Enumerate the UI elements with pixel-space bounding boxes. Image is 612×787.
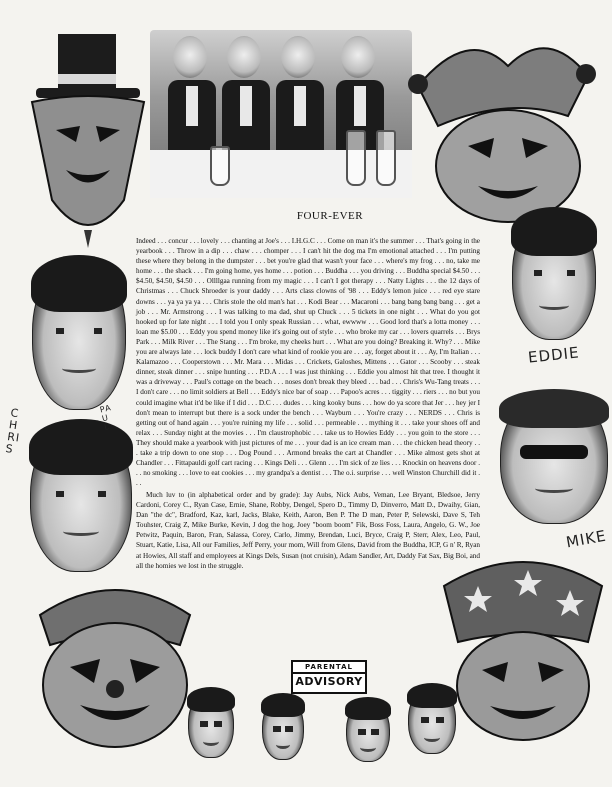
portrait-face — [30, 422, 132, 572]
portrait-face — [500, 392, 608, 524]
glass-icon — [376, 130, 396, 186]
advisory-top-text: PARENTAL — [293, 662, 365, 674]
group-photo — [150, 30, 412, 198]
dinner-table — [150, 150, 412, 198]
clown-top-hat-icon — [28, 30, 148, 250]
star-hat-clown-icon — [438, 546, 608, 746]
thanks-text: Much luv to (in alphabetical order and by grade): Jay Aubs, Nick Aubs, Veman, Lee Bryant, Bledsoe, Jerry Cardoni, Corey C., Ryan Case, Ernie, Shane, Robby, Dengel, Spero D., Timmy D, Dinverro, Matt D., Dwaihy, Gian, Dan "the dc", Bradford, Kaz, karl, Jacks, Blake, Keith, Aaron, Ben P. The D man, Peter P, Selewski, Dave S, Teh Touhster, Craig Z, Mike Burke, Kevin, J dog the hog, Joey "boom boom" Fik, Boss Foss, Laura, Angelo, G. W., Joe Petwitz, Paquin, Baron, Fran, Salassa, Corey, Carlo, Jimmy, Brendan, Luci, Bryce, Craig P, Sterr, Alex, Leo, Paul, Stuart, Katie, Lisa, All our Families, Jeff Perry, your mom, Will from Glens, David from the Buddha, ICP, G n' R, Ryan at Howies, All staff and employees at Kings Dels, Susan (not cruisin), Adam Sandler, Art, Daddy Fat Sax, Big Boi, and all the homies we lost in the struggle. — [136, 491, 480, 570]
jester-clown-icon — [398, 26, 598, 226]
portrait-face — [32, 258, 126, 410]
glass-icon — [210, 146, 230, 186]
person-figure — [276, 36, 320, 156]
caption-paul: PAUL — [98, 402, 113, 433]
portrait-face — [262, 696, 304, 760]
caption-eddie: EDDIE — [527, 343, 581, 367]
memories-text: Indeed . . . concur . . . lovely . . . chanting at Joe's . . . I.H.G.C . . . Come on man it's the summer . . . That's going in the yearbook . . . Throw in a dip . . . chaw . . . chomper . . . I can't hit the dog ma I'm emotional attached . . . I'm putting these where they belong in the dumpster . . . bet you're glad that wasn't your face . . . where's my frog . . . no, take me home . . . the shack . . . I'm going home, yes home . . . potion . . . Buddha . . . you driving . . . Buddha special $4.50 . . . $4.50, $4.50, $4.50 . . . Ollllgaa running from my magic . . . I can't I got therapy . . . Natty Lights . . . the 12 days of Christmas . . . Chuck Shroeder is your daddy . . . Arts class clowns of '98 . . . Eddy's lemon juice . . . red eye stare downs . . . ya ya ya ya . . . Chris stole the old man's hat . . . Kodi Bear . . . Macaroni . . . bang bang bang bang . . . get a job . . . Mr. Armstrong . . . I was talking to ma dad, shut up Chuck . . . 5 tickets in one night . . . What do you got hooked up for late night . . . I told you I only speak Russian . . . what, ewwww . . . Good lord that's a lotta money . . . loan me $5.00 . . . Eddy you spend money like it's going out of style . . . who broke my car . . . lovers quarrels . . . Brys Park . . . Milk River . . . The Stang . . . I'm broke, my cheeks hurt . . . What are you doing? Breaking it. Why? . . . Mike you are always late . . . lock buddy I don't care what kind of rookie you are . . . ay, forget about it . . . Ay, I'm Italian . . . Kalamazoo . . . Cooperstown . . . Mr. Mara . . . Midas . . . Crickets, Galoshes, Mittens . . . Gator . . . Scooby . . . steak dinner, steak dinner . . . snipe hunting . . . P.D.A . . . I was just thinking . . . Eddie you almost hit that tree. I thought it was a driveway . . . Paul's cottage on the beach . . . noses don't break they bleed . . . bad . . . Chris's Wu-Tang treats . . . I don't care . . . no limit soldiers at Bell . . . Eddy's nice bar of soap . . . Papoo's acres . . . tiggity . . . riers . . . no but you could imagine what it'd be like if I did . . . D.C . . . dudes . . . king kooky buns . . . how do ya score that Jer . . . hey jer I don't mean to interrupt but there is a sock under the bench . . . Wayburn . . . You're crazy . . . NERDS . . . Chris is getting out of hand again . . . you're ruining my life . . . solid . . . permeable . . . mything it . . . take your shoes off and relax . . . Sunday night at the movies . . . I'm claustrophobic . . . take us to Howies Eddy . . . you goin to the store . . . They should make a yearbook with just pictures of me . . . your dad is an ice cream man . . . the chicken head theory . . . take a trip down to one stop . . . Dog Pound . . . Armond breaks the cart at Chandler . . . Mike almost gets shot at Chandler . . . Fittapauldi golf cart racing . . . Kings Deli . . . Glenn . . . I'm sick of ze lies . . . Knockin on heavens door . . . no smoking . . . love to eat cookies . . . my grandpa's a dentist . . . The o.i. surprise . . . well Winston Churchill did it . . . — [136, 237, 480, 488]
portrait-face — [346, 700, 390, 762]
portrait-face — [512, 210, 596, 340]
person-figure — [168, 36, 212, 156]
glass-icon — [346, 130, 366, 186]
portrait-face — [408, 686, 456, 754]
caption-chris: CHRIS — [4, 406, 21, 456]
caption-mike: MIKE — [564, 526, 608, 552]
page-title: FOUR-EVER — [296, 210, 364, 222]
portrait-face — [188, 690, 234, 758]
parental-advisory-label — [291, 660, 367, 694]
clown-face-icon — [30, 575, 200, 755]
advisory-bottom-text: ADVISORY — [295, 675, 363, 688]
person-figure — [222, 36, 266, 156]
